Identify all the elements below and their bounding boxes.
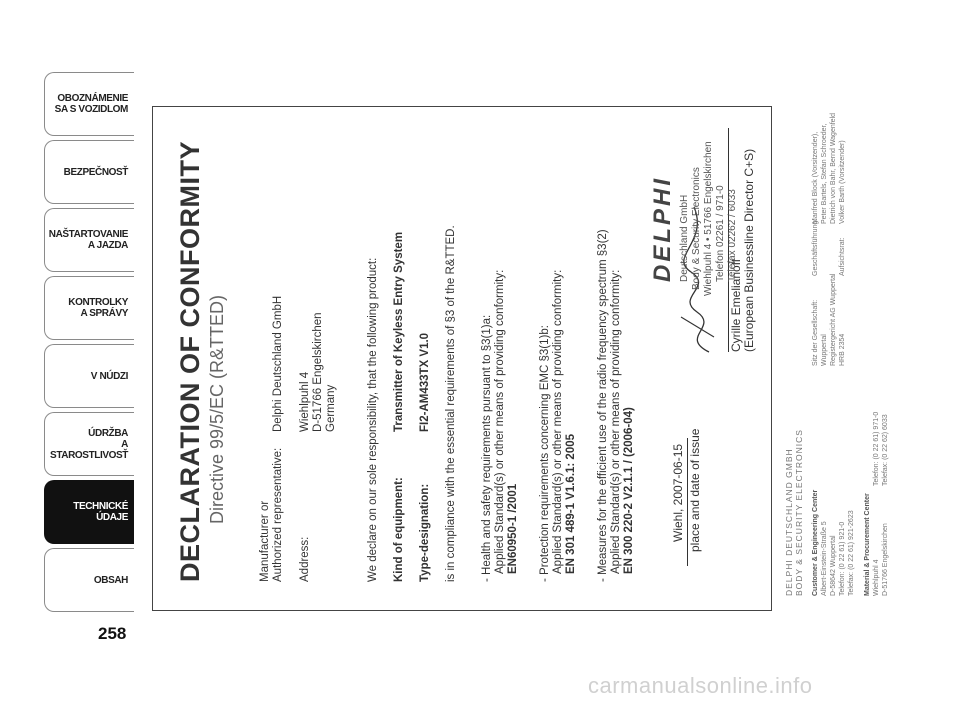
equipment-label: Kind of equipment:	[393, 477, 405, 582]
document-title: DECLARATION OF CONFORMITY	[175, 141, 205, 582]
manufacturer-label-1: Manufacturer or	[259, 500, 271, 582]
logo-line-2: Body & Security Electronics	[691, 167, 702, 290]
tab-bezpecnost[interactable]: BEZPEČNOSŤ	[44, 140, 134, 204]
footer-col2-line-4: Telefax: (0 22 62) 6033	[882, 414, 889, 486]
footer-col5-line-4: Volker Barth (Vorsitzender)	[839, 140, 846, 224]
footer-col1-line-4: Telefax: (0 22 61) 921-2623	[848, 510, 855, 596]
address-line-3: Germany	[325, 384, 337, 432]
footer-col1-line-3: Telefon: (0 22 61) 921-0	[839, 521, 846, 596]
section-2-standard: EN 301 489-1 V1.6.1: 2005	[565, 433, 577, 574]
document-rotated-content	[169, 112, 769, 582]
document-subtitle: Directive 99/5/EC (R&TTED)	[207, 294, 227, 524]
section-1-line-2: Applied Standard(s) or other means of providing conformity:	[494, 269, 506, 574]
footer-col5-line-3: Dietrich von Bahr, Bernd Wagenfeld	[830, 112, 837, 224]
footer-col1-heading: Customer & Engineering Center	[812, 489, 819, 596]
declare-text: We declare on our sole responsibility, that the following product:	[367, 257, 379, 582]
section-3-line-2: Applied Standard(s) or other means of providing conformity:	[610, 269, 622, 574]
section-3-standard: EN 300 220-2 V2.1.1 / (2006-04)	[623, 407, 635, 574]
tab-obsah[interactable]: OBSAH	[44, 548, 134, 612]
footer-col3-line-1: Sitz der Gesellschaft:	[812, 299, 819, 366]
equipment-value: Transmitter of Keyless Entry System	[393, 231, 405, 432]
tab-udrzba[interactable]: ÚDRŽBA A STAROSTLIVOSŤ	[44, 412, 134, 476]
delphi-logo: DELPHI	[649, 175, 676, 282]
place-date-caption: place and date of issue	[688, 428, 702, 552]
page-number: 258	[98, 624, 127, 643]
logo-line-4: Telefon 02261 / 971-0	[715, 185, 726, 282]
logo-line-5: Telefax 02262 / 6033	[727, 189, 738, 282]
logo-line-3: Wiehlpuhl 4 • 51766 Engelskirchen	[703, 141, 714, 296]
footer-col4-line-4: Aufsichtsrat:	[839, 237, 846, 276]
footer-col4-line-1: Geschäftsführung:	[812, 218, 819, 276]
place-date: Wiehl, 2007-06-15	[671, 443, 685, 542]
footer-company-1: DELPHI DEUTSCHLAND GMBH	[784, 448, 794, 596]
logo-line-1: Deutschland GmbH	[679, 194, 690, 282]
type-label: Type-designation:	[419, 483, 431, 582]
declaration-document	[152, 106, 772, 611]
section-1-standard: EN60950-1 /2001	[507, 483, 519, 574]
footer-col3-line-4: HRB 2354	[839, 333, 846, 366]
tab-v-nudzi[interactable]: V NÚDZI	[44, 344, 134, 408]
footer-col2-heading: Material & Procurement Center	[864, 493, 871, 596]
tab-kontrolky[interactable]: KONTROLKY A SPRÁVY	[44, 276, 134, 340]
footer-col2-line-1: Wiehlpuhl 4	[873, 559, 880, 596]
address-line-2: D-51766 Engelskirchen	[312, 312, 324, 432]
footer-company-2: BODY & SECURITY ELECTRONICS	[794, 429, 804, 596]
section-2-line-1: - Protection requirements concerning EMC §3(1)b:	[539, 325, 551, 582]
footer-col2-line-3: Telefon: (0 22 61) 971-0	[873, 411, 880, 486]
footer-col1-line-1: Albert-Einstein-Straße 5	[821, 521, 828, 596]
footer-col3-line-2: Wuppertal	[821, 334, 828, 366]
footer-col3-line-3: Registergericht AG Wuppertal	[830, 273, 837, 366]
footer-col2-line-2: D-51766 Engelskirchen	[882, 523, 889, 596]
compliance-text: is in compliance with the essential requirements of §3 of the R&TTED.	[445, 225, 457, 582]
manufacturer-value: Delphi Deutschland GmbH	[272, 295, 284, 432]
address-label: Address:	[299, 536, 311, 582]
footer-col1-line-2: D-58642 Wuppertal	[830, 535, 837, 596]
watermark: carmanualsonline.info	[588, 673, 813, 698]
section-3-line-1: - Measures for the efficient use of the radio frequency spectrum §3(2)	[597, 229, 609, 582]
type-value: FI2-AM433TX V1.0	[419, 332, 431, 432]
footer-col5-line-1: Manfred Block (Vorsitzender),	[812, 131, 819, 224]
address-line-1: Wiehlpuhl 4	[299, 371, 311, 432]
tab-technicke-udaje[interactable]: TECHNICKÉ ÚDAJE	[44, 480, 134, 544]
manufacturer-label-2: Authorized representative:	[272, 447, 284, 582]
document-footer	[784, 112, 894, 596]
footer-col5-line-2: Peter Bartels, Stefan Schroeder,	[821, 123, 828, 224]
section-2-line-2: Applied Standard(s) or other means of providing conformity:	[552, 269, 564, 574]
signatory-title: (European Businessline Director C+S)	[742, 148, 756, 352]
tab-nastartovanie[interactable]: NAŠTARTOVANIE A JAZDA	[44, 208, 134, 272]
section-1-line-1: - Health and safety requirements pursuant to §3(1)a:	[481, 314, 493, 582]
signatory-name: Cyrille Emelianoff	[729, 258, 743, 352]
tab-oboznamenie[interactable]: OBOZNÁMENIE SA S VOZIDLOM	[44, 72, 134, 136]
